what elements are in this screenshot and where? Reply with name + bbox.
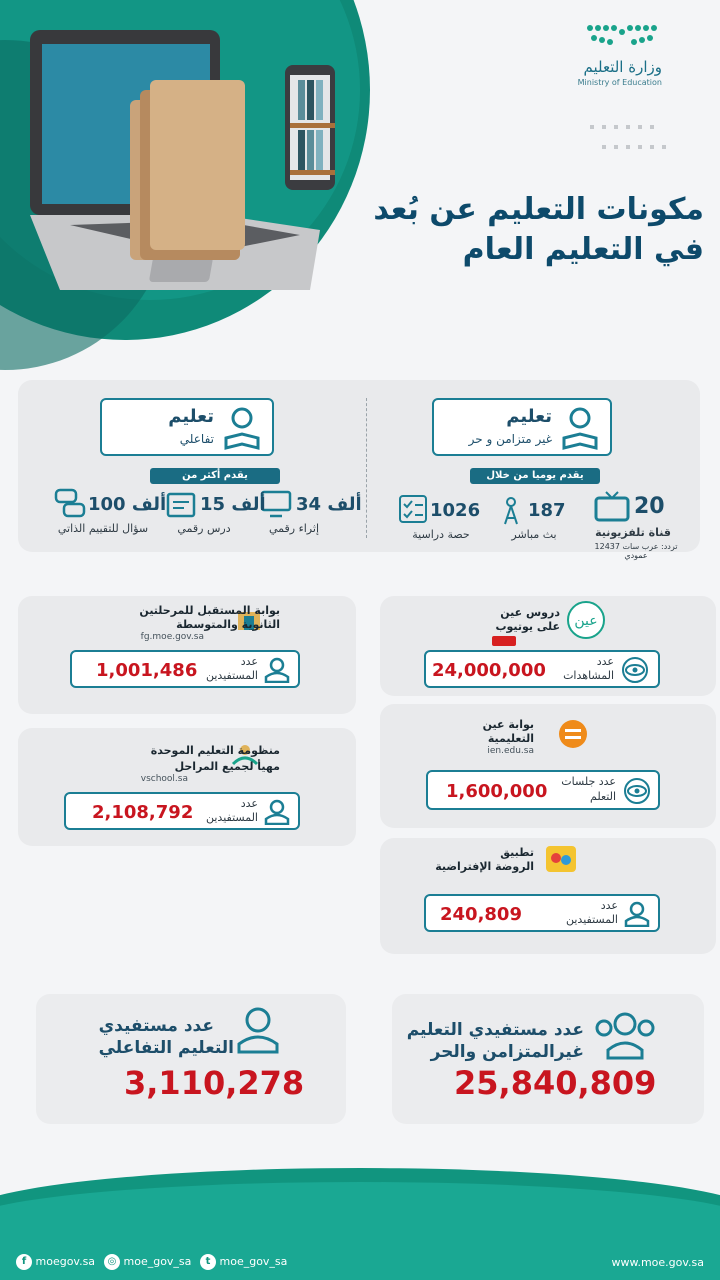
website-link[interactable]: www.moe.gov.sa	[611, 1256, 704, 1269]
lessons-label: حصة دراسية	[412, 528, 470, 541]
unified-system-url[interactable]: vschool.sa	[140, 774, 188, 784]
rawda-beneficiaries	[424, 894, 660, 932]
future-gate-beneficiaries	[70, 650, 300, 688]
page-title-line1: مكونات التعليم عن بُعد	[373, 192, 704, 227]
facebook-icon: f	[16, 1254, 32, 1270]
youtube-label1: عدد	[596, 655, 614, 668]
future-gate-label1: عدد	[240, 655, 258, 668]
laptop-books-illustration	[20, 20, 340, 300]
live-broadcast-label: بث مباشر	[511, 528, 557, 541]
future-gate-value: 1,001,486	[96, 660, 198, 681]
unified-system-label1: عدد	[240, 797, 258, 810]
rawda-value: 240,809	[440, 904, 522, 925]
youtube-views	[424, 650, 660, 688]
ministry-logo-icon	[582, 18, 662, 54]
instagram-link[interactable]: ◎ moe_gov_sa	[104, 1254, 191, 1270]
twitter-link[interactable]: t moe_gov_sa	[200, 1254, 287, 1270]
interactive-total-label1: عدد مستفيدي	[98, 1016, 214, 1036]
tv-icon	[594, 490, 630, 524]
live-broadcast-value: 187	[528, 500, 566, 521]
future-gate-url[interactable]: fg.moe.gov.sa	[140, 632, 204, 642]
interactive-total-label2: التعليم التفاعلي	[98, 1038, 234, 1058]
instagram-icon: ◎	[104, 1254, 120, 1270]
async-total-label1: عدد مستفيدي التعليم	[406, 1020, 584, 1040]
eye-icon	[620, 657, 650, 683]
tv-channels-value: 20	[634, 494, 665, 519]
unified-system-beneficiaries	[64, 792, 300, 830]
interactive-education-box	[100, 398, 274, 456]
person-icon	[624, 901, 650, 927]
digital-enrichment-label: إثراء رقمي	[268, 522, 319, 535]
eye-icon	[622, 778, 652, 804]
lessons-value: 1026	[430, 500, 481, 521]
self-assessment-label: سؤال للتقييم الذاتي	[57, 522, 149, 535]
interactive-total-card	[36, 994, 346, 1124]
async-title: تعليم	[506, 406, 552, 427]
rawda-title1: تطبيق	[500, 846, 534, 859]
person-icon	[264, 657, 290, 683]
youtube-title2: على يوتيوب	[495, 620, 560, 633]
async-total-label2: غيرالمتزامن والحر	[430, 1042, 584, 1062]
ien-label2: التعلم	[590, 790, 616, 803]
page-title-line2: في التعليم العام	[462, 232, 704, 267]
interactive-subtitle: تفاعلي	[179, 432, 214, 446]
lesson-board-icon	[166, 490, 196, 520]
future-gate-label2: المستفيدين	[206, 669, 258, 682]
async-total-value: 25,840,809	[454, 1064, 657, 1102]
decorative-dots	[590, 120, 680, 160]
reader-icon	[558, 404, 602, 452]
ien-portal-url[interactable]: ien.edu.sa	[487, 746, 534, 756]
tv-channels-note: تردد: عرب سات 12437 عمودي	[594, 542, 678, 560]
ministry-name: وزارة التعليم	[583, 58, 662, 76]
ien-label1: عدد جلسات	[561, 775, 616, 788]
async-tag: يقدم يوميا من خلال	[470, 468, 600, 484]
digital-enrichment-value: 34 ألف	[296, 494, 362, 515]
self-assessment-value: 100 ألف	[88, 494, 167, 515]
tv-channels-label: قناة تلفزيونية	[595, 526, 671, 539]
unified-system-title1: منظومة التعليم الموحدة	[150, 744, 280, 757]
svg-text:عين: عين	[574, 613, 598, 629]
interactive-tag: يقدم أكثر من	[150, 468, 280, 484]
ministry-name-en: Ministry of Education	[577, 78, 662, 87]
group-icon	[592, 1010, 658, 1060]
rawda-label1: عدد	[600, 899, 618, 912]
future-gate-title2: الثانوية والمتوسطة	[176, 618, 280, 631]
chat-bubbles-icon	[54, 488, 86, 520]
person-icon	[236, 1006, 280, 1054]
twitter-icon: t	[200, 1254, 216, 1270]
ien-youtube-logo-icon	[566, 600, 606, 640]
checklist-icon	[398, 494, 428, 524]
reader-icon	[220, 404, 264, 452]
ien-value: 1,600,000	[446, 781, 548, 802]
youtube-icon	[492, 636, 516, 646]
rawda-logo-icon	[544, 842, 578, 876]
ien-portal-logo-icon	[556, 712, 590, 752]
digital-lessons-label: درس رقمي	[177, 522, 231, 535]
unified-system-label2: المستفيدين	[206, 811, 258, 824]
ien-portal-title1: بوابة عين	[482, 718, 534, 731]
divider	[366, 398, 367, 538]
youtube-label2: المشاهدات	[563, 669, 614, 682]
person-icon	[264, 799, 290, 825]
ien-portal-title2: التعليمية	[487, 732, 534, 745]
youtube-value: 24,000,000	[432, 660, 546, 681]
unified-system-value: 2,108,792	[92, 802, 194, 823]
interactive-total-value: 3,110,278	[124, 1064, 305, 1102]
digital-lessons-value: 15 ألف	[200, 494, 266, 515]
facebook-link[interactable]: f moegov.sa	[16, 1254, 95, 1270]
unified-system-title2: مهيأ لجميع المراحل	[174, 760, 280, 773]
broadcast-icon	[498, 492, 524, 526]
youtube-title1: دروس عين	[500, 606, 560, 619]
interactive-title: تعليم	[168, 406, 214, 427]
async-education-box	[432, 398, 612, 456]
ien-sessions	[426, 770, 660, 810]
rawda-label2: المستفيدين	[566, 913, 618, 926]
rawda-title2: الروضة الإفتراضية	[435, 860, 534, 873]
future-gate-title1: بوابة المستقبل للمرحلتين	[139, 604, 280, 617]
async-subtitle: غير متزامن و حر	[468, 432, 552, 446]
